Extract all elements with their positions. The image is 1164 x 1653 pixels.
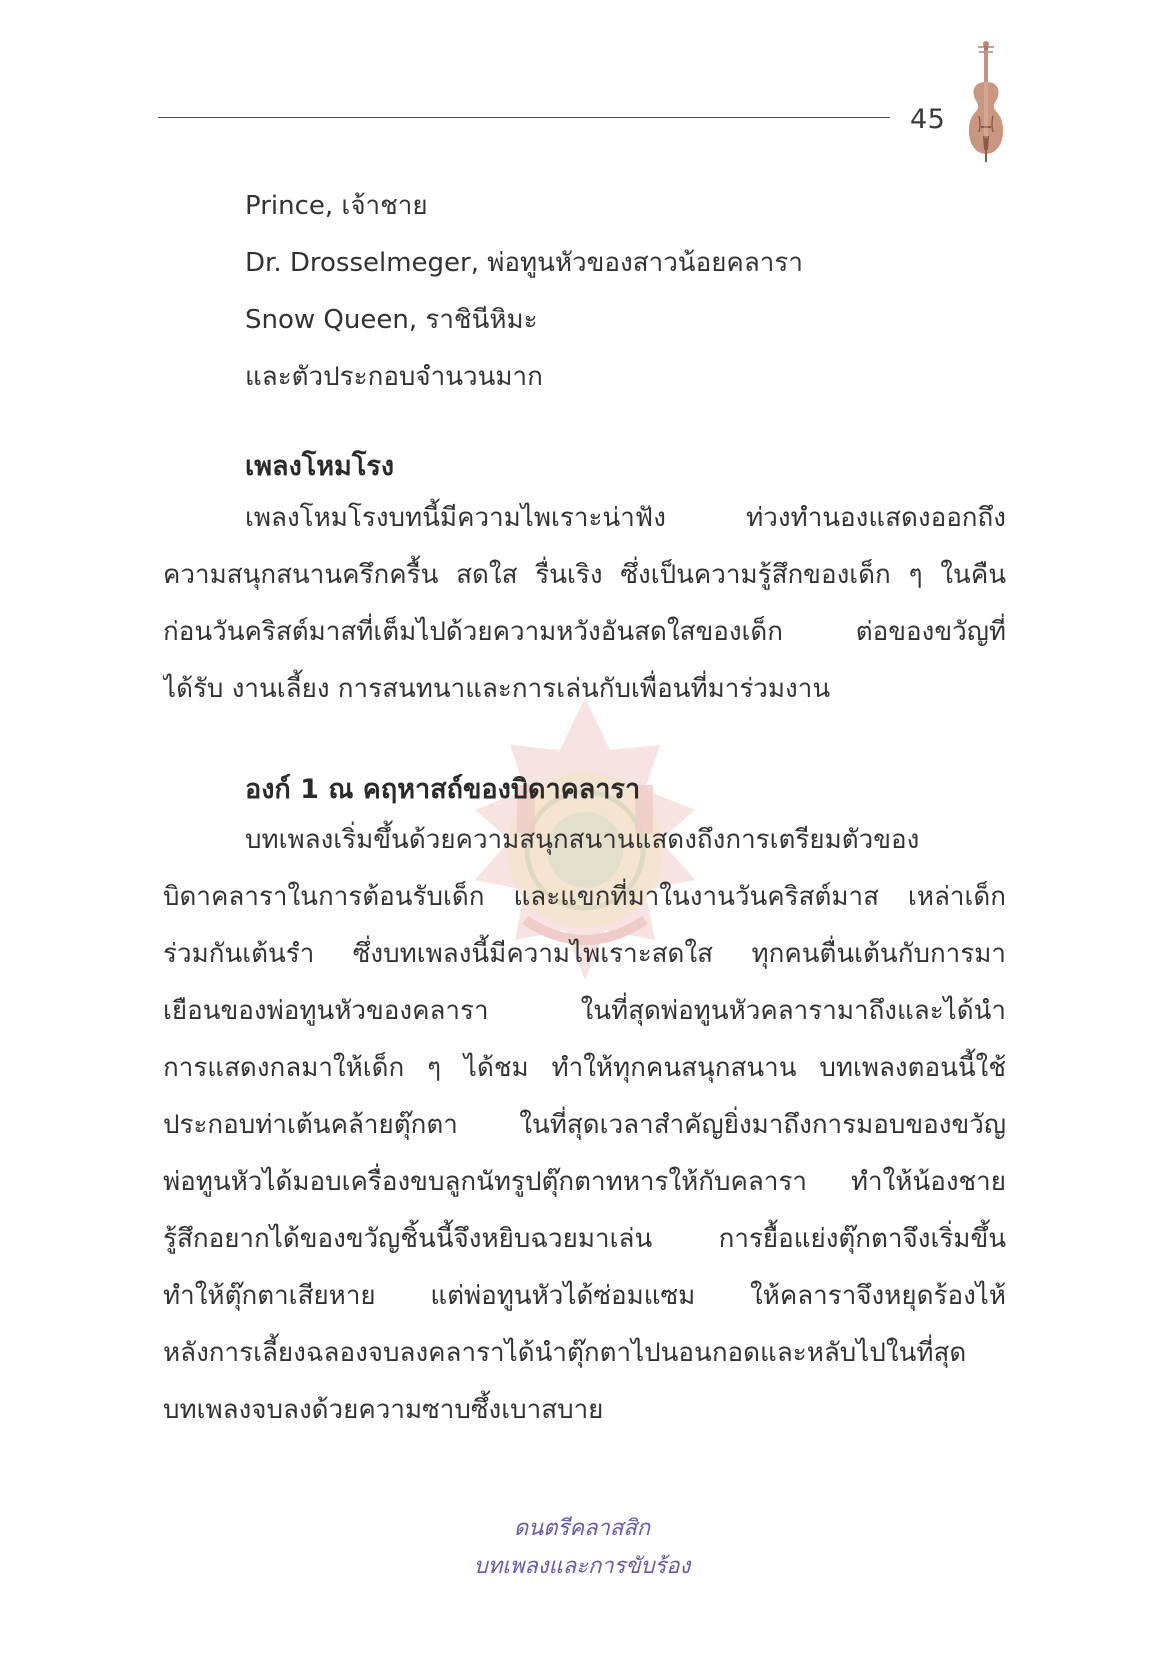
cast-item: Dr. Drosselmeger, พ่อทูนหัวของสาวน้อยคลารา bbox=[245, 248, 803, 278]
paragraph-line: ร่วมกันเต้นรำ ซึ่งบทเพลงนี้มีความไพเราะสดใส ทุกคนตื่นเต้นกับการมา bbox=[163, 939, 1006, 969]
paragraph-line: ก่อนวันคริสต์มาสที่เต็มไปด้วยความหวังอันสดใสของเด็ก ต่อของขวัญที่ bbox=[163, 617, 1006, 647]
footer-subtitle: บทเพลงและการขับร้อง bbox=[473, 1554, 691, 1579]
section-heading-act-1: องก์ 1 ณ คฤหาสถ์ของบิดาคลารา bbox=[245, 774, 641, 805]
footer-title: ดนตรีคลาสสิก bbox=[513, 1516, 651, 1541]
paragraph-act-1 bbox=[163, 812, 1006, 1439]
cast-item: Prince, เจ้าชาย bbox=[245, 191, 428, 221]
paragraph-line: บทเพลงจบลงด้วยความซาบซึ้งเบาสบาย bbox=[163, 1395, 604, 1425]
paragraph-line: เพลงโหมโรงบทนี้มีความไพเราะน่าฟัง ท่วงทำนองแสดงออกถึง bbox=[245, 503, 1006, 533]
header-rule bbox=[158, 117, 890, 118]
cast-item: Snow Queen, ราชินีหิมะ bbox=[245, 305, 538, 335]
paragraph-line: ความสนุกสนานครึกครื้น สดใส รื่นเริง ซึ่งเป็นความรู้สึกของเด็ก ๆ ในคืน bbox=[163, 560, 1006, 590]
paragraph-line: รู้สึกอยากได้ของขวัญชิ้นนี้จึงหยิบฉวยมาเล่น การยื้อแย่งตุ๊กตาจึงเริ่มขึ้น bbox=[163, 1224, 1006, 1254]
section-heading-overture: เพลงโหมโรง bbox=[245, 451, 395, 482]
violin-icon bbox=[962, 38, 1010, 164]
cast-list bbox=[245, 178, 803, 406]
page-number: 45 bbox=[910, 104, 946, 135]
paragraph-line: การแสดงกลมาให้เด็ก ๆ ได้ชม ทำให้ทุกคนสนุกสนาน บทเพลงตอนนี้ใช้ bbox=[163, 1053, 1006, 1083]
paragraph-line: หลังการเลี้ยงฉลองจบลงคลาราได้นำตุ๊กตาไปนอนกอดและหลับไปในที่สุด bbox=[163, 1338, 967, 1368]
paragraph-line: เยือนของพ่อทูนหัวของคลารา ในที่สุดพ่อทูนหัวคลารามาถึงและได้นำ bbox=[163, 996, 1006, 1026]
paragraph-line: บิดาคลาราในการต้อนรับเด็ก และแขกที่มาในงานวันคริสต์มาส เหล่าเด็ก bbox=[163, 882, 1006, 912]
paragraph-line: พ่อทูนหัวได้มอบเครื่องขบลูกนัทรูปตุ๊กตาทหารให้กับคลารา ทำให้น้องชาย bbox=[163, 1167, 1006, 1197]
cast-item: และตัวประกอบจำนวนมาก bbox=[245, 362, 543, 392]
paragraph-line: ทำให้ตุ๊กตาเสียหาย แต่พ่อทูนหัวได้ซ่อมแซม ให้คลาราจึงหยุดร้องไห้ bbox=[163, 1281, 1006, 1311]
paragraph-line: ประกอบท่าเต้นคล้ายตุ๊กตา ในที่สุดเวลาสำคัญยิ่งมาถึงการมอบของขวัญ bbox=[163, 1110, 1006, 1140]
paragraph-line: บทเพลงเริ่มขึ้นด้วยความสนุกสนานแสดงถึงการเตรียมตัวของ bbox=[245, 825, 920, 855]
paragraph-line: ได้รับ งานเลี้ยง การสนทนาและการเล่นกับเพื่อนที่มาร่วมงาน bbox=[163, 674, 831, 704]
paragraph-overture bbox=[163, 490, 1006, 718]
